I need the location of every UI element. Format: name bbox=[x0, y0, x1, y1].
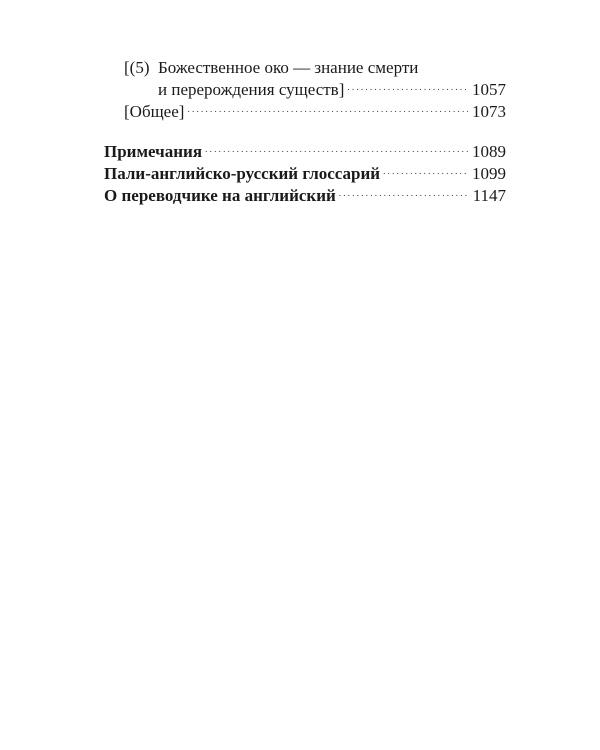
toc-glossary-label: Пали-английско-русский глоссарий bbox=[104, 164, 381, 183]
toc-translator-label: О переводчике на английский bbox=[104, 186, 336, 205]
dot-leader bbox=[383, 165, 468, 179]
toc-entry-notes[interactable] bbox=[104, 141, 506, 163]
toc-notes-label: Примечания bbox=[104, 142, 203, 161]
dot-leader bbox=[205, 143, 468, 157]
toc-general-page: 1073 bbox=[472, 102, 506, 121]
toc-entry-glossary[interactable] bbox=[104, 163, 506, 185]
toc-entry-section-5[interactable] bbox=[158, 79, 506, 101]
toc-translator-page: 1147 bbox=[472, 186, 506, 205]
toc-section-5-title-line1: Божественное око — знание смерти bbox=[158, 58, 419, 77]
toc-entry-translator[interactable] bbox=[104, 185, 506, 207]
toc-entry-general[interactable] bbox=[124, 101, 506, 123]
toc-glossary-page: 1099 bbox=[472, 164, 506, 183]
toc-section-5-title-line2: и перерождения существ] bbox=[158, 80, 345, 99]
dot-leader bbox=[347, 81, 468, 95]
dot-leader bbox=[187, 103, 468, 117]
toc-section-5-page: 1057 bbox=[472, 80, 506, 99]
toc-notes-page: 1089 bbox=[472, 142, 506, 161]
toc-general-label: [Общее] bbox=[124, 102, 185, 121]
dot-leader bbox=[339, 187, 469, 201]
toc-section-5-number: [(5) bbox=[124, 58, 150, 77]
